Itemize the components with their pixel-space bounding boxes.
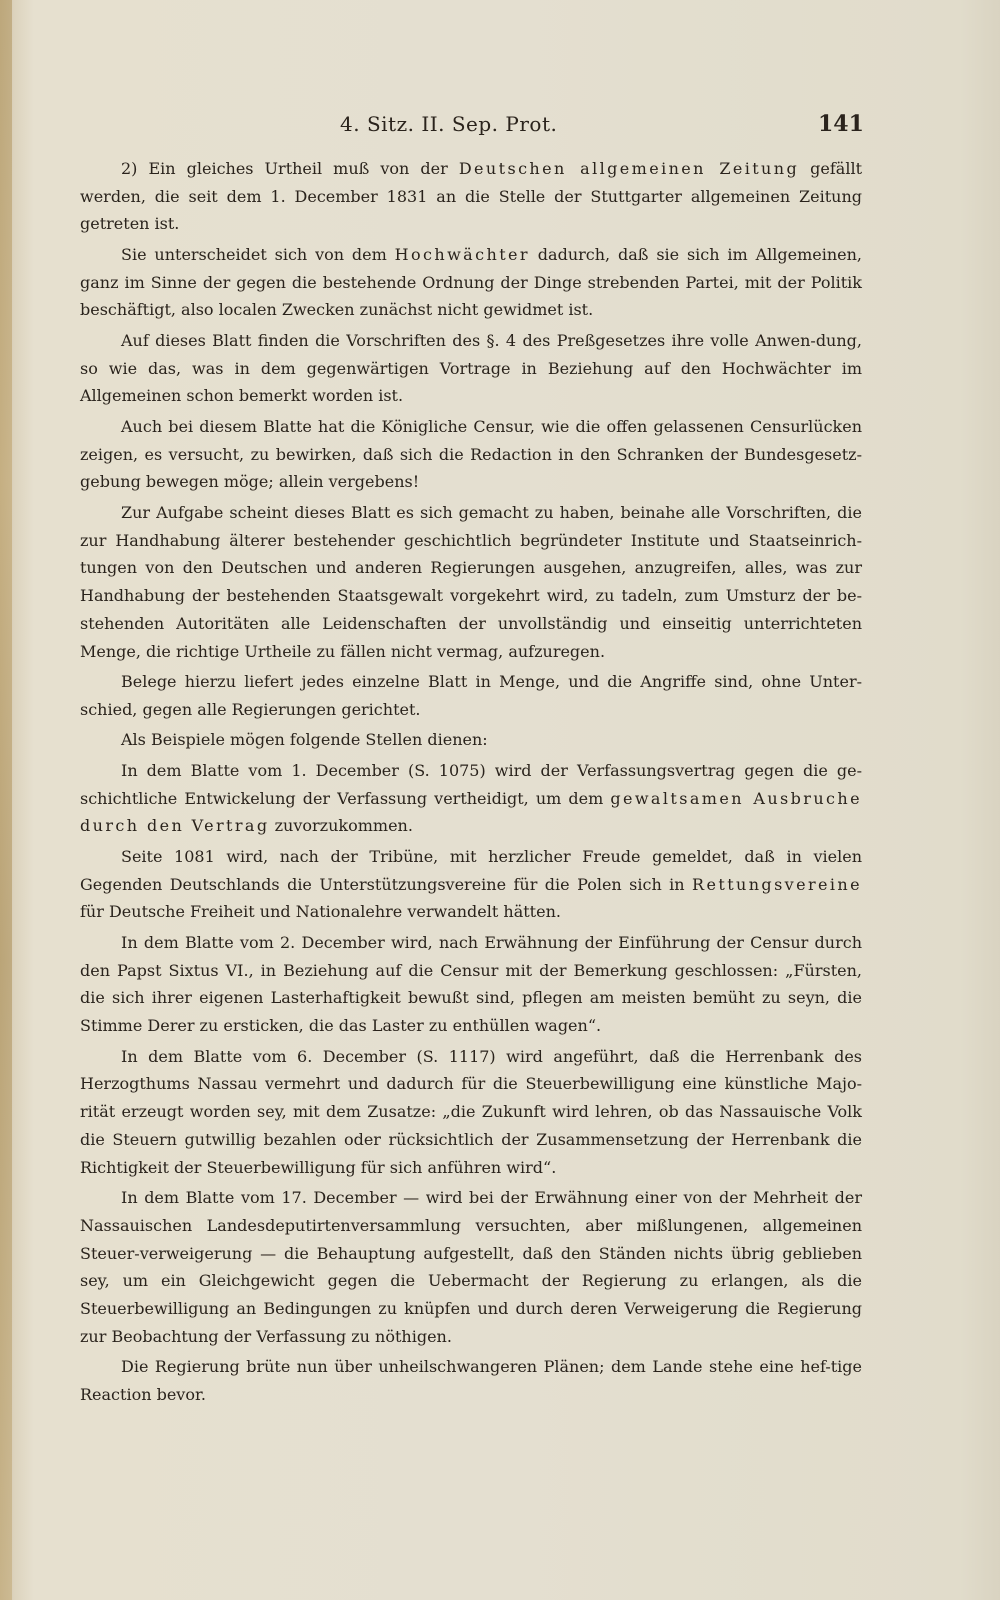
page-number: 141 xyxy=(818,111,864,137)
text-run: Auch bei diesem Blatte hat die Königliche Censur, wie die offen gelassenen Censurlücken zeigen, es versucht, zu bewirken, daß sich die Redaction in den Schranken der Bundesgesetz-gebung bewegen möge; allein vergebens! xyxy=(80,417,862,492)
text-run: Sie unterscheidet sich von dem xyxy=(121,245,395,264)
text-run: für Deutsche Freiheit und Nationalehre verwandelt hätten. xyxy=(80,902,561,922)
paragraph xyxy=(80,726,862,754)
text-run: gefällt werden, die seit dem 1. December 1831 an die Stelle der Stuttgarter allgemeinen Zeitung getreten ist. xyxy=(80,159,863,234)
paragraph xyxy=(80,1184,862,1350)
text-run: Seite 1081 wird, nach der Tribüne, mit herzlicher Freude gemeldet, daß in vielen Gegenden Deutschlands die Unterstützungsvereine für die Polen sich in xyxy=(80,847,862,894)
paragraph xyxy=(80,1043,862,1182)
text-run: In dem Blatte vom 1. December (S. 1075) wird der Verfassungsvertrag gegen die ge-schichtliche Entwickelung der Verfassung vertheidigt, um dem xyxy=(80,761,862,808)
body-text xyxy=(80,155,862,1412)
text-run: 2) Ein gleiches Urtheil muß von der xyxy=(121,159,459,178)
text-run: In dem Blatte vom 6. December (S. 1117) wird angeführt, daß die Herrenbank des Herzogthums Nassau vermehrt und dadurch für die Steuerbewilligung eine künstliche Majo-rität erzeugt worden sey, mit dem Zusatze: „die Zukunft wird lehren, ob das Nassauische Volk die Steuern gutwillig bezahlen oder rücksichtlich der Zusammensetzung der Herrenbank die Richtigkeit der Steuerbewilligung für sich anführen wird“. xyxy=(80,1046,862,1177)
text-run: zuvorzukommen. xyxy=(269,816,413,836)
paragraph xyxy=(80,843,862,926)
text-run: dadurch, daß sie sich im Allgemeinen, ganz im Sinne der gegen die bestehende Ordnung der Dinge strebenden Partei, mit der Politik beschäftigt, also localen Zwecken zunächst nicht gewidmet ist. xyxy=(80,245,862,320)
spaced-emphasis: gewaltsamen Ausbruche durch den Vertrag xyxy=(80,788,862,836)
paragraph xyxy=(80,929,862,1040)
paragraph xyxy=(80,1353,862,1408)
spaced-emphasis: Rettungsvereine xyxy=(692,874,862,894)
text-run: Auf dieses Blatt finden die Vorschriften des §. 4 des Preßgesetzes ihre volle Anwen-dung, so wie das, was in dem gegenwärtigen Vortrage in Beziehung auf den Hochwächter im Allgemeinen schon bemerkt worden ist. xyxy=(80,331,862,406)
paragraph xyxy=(80,413,862,496)
paragraph xyxy=(80,668,862,723)
text-run: Als Beispiele mögen folgende Stellen dienen: xyxy=(121,730,488,750)
spaced-title: Deutschen allgemeinen Zeitung xyxy=(458,159,800,178)
running-head: 4. Sitz. II. Sep. Prot. xyxy=(340,112,558,136)
text-run: Die Regierung brüte nun über unheilschwangeren Plänen; dem Lande stehe eine hef-tige Reaction bevor. xyxy=(80,1357,862,1404)
text-run: In dem Blatte vom 2. December wird, nach Erwähnung der Einführung der Censur durch den Papst Sixtus VI., in Beziehung auf die Censur mit der Bemerkung geschlossen: „Fürsten, die sich ihrer eigenen Lasterhaftigkeit bewußt sind, pflegen am meisten bemüht zu seyn, die Stimme Derer zu ersticken, die das Laster zu enthüllen wagen“. xyxy=(80,933,862,1036)
paragraph xyxy=(80,327,862,410)
paragraph xyxy=(80,241,862,324)
text-run: In dem Blatte vom 17. December — wird bei der Erwähnung einer von der Mehrheit der Nassauischen Landesdeputirtenversammlung versuchten, aber mißlungenen, allgemeinen Steuer-verweigerung — die Behauptung aufgestellt, daß den Ständen nichts übrig geblieben sey, um ein Gleichgewicht gegen die Uebermacht der Regierung zu erlangen, als die Steuerbewilligung an Bedingungen zu knüpfen und durch deren Verweigerung die Regierung zur Beobachtung der Verfassung zu nöthigen. xyxy=(80,1188,862,1346)
paragraph xyxy=(80,757,862,840)
page-header xyxy=(0,112,1000,142)
spaced-title: Hochwächter xyxy=(394,245,530,264)
paragraph xyxy=(80,499,862,665)
paragraph xyxy=(80,155,862,238)
text-run: Zur Aufgabe scheint dieses Blatt es sich gemacht zu haben, beinahe alle Vorschriften, die zur Handhabung älterer bestehender geschichtlich begründeter Institute und Staatseinrich-tungen von den Deutschen und anderen Regierungen ausgehen, anzugreifen, alles, was zur Handhabung der bestehenden Staatsgewalt vorgekehrt wird, zu tadeln, zum Umsturz der be-stehenden Autoritäten alle Leidenschaften der unvollständig und einseitig unterrichteten Menge, die richtige Urtheile zu fällen nicht vermag, aufzuregen. xyxy=(80,503,862,661)
text-run: Belege hierzu liefert jedes einzelne Blatt in Menge, und die Angriffe sind, ohne Unter-schied, gegen alle Regierungen gerichtet. xyxy=(80,672,862,719)
